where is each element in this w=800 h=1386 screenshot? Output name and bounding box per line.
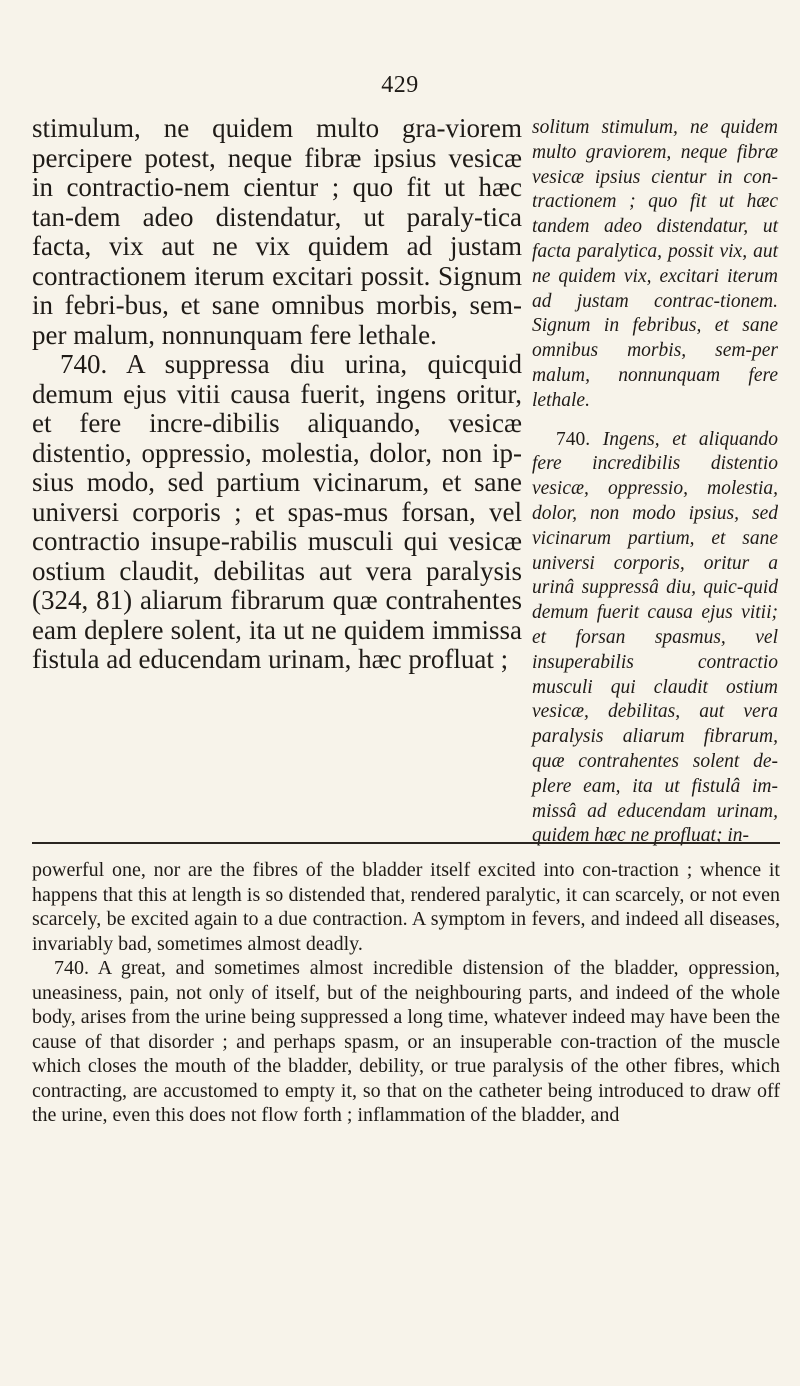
page-number: 429 bbox=[381, 72, 419, 98]
footnote-divider bbox=[32, 842, 780, 844]
english-translation bbox=[32, 858, 780, 1128]
ordo-paragraph-text: Ingens, et aliquando fere incredibilis distentio vesicæ, oppressio, molestia, dolor, non modo ipsius, sed vicinarum partium, et sane universi corporis, oritur a urinâ suppressâ diu, quic-quid demum fuerit causa ejus vitii; et forsan spasmus, vel insuperabilis contractio musculi qui claudit ostium vesicæ, debilitas, aut vera paralysis aliarum fibrarum, quæ contrahentes solent de-plere eam, ita ut fistulâ im-missâ ad educendam urinam, quidem hæc ne profluat; in- bbox=[532, 428, 778, 847]
latin-paragraph: stimulum, ne quidem multo gra-viorem percipere potest, neque fibræ ipsius vesicæ in contractio-nem cientur ; quo fit ut hæc tan-dem adeo distendatur, ut paraly-tica facta, vix aut ne vix quidem ad justam contractionem iterum excitari possit. Signum in febri-bus, et sane omnibus morbis, sem-per malum, nonnunquam fere lethale. bbox=[32, 113, 522, 350]
translation-paragraph-740: 740. A great, and sometimes almost incredible distension of the bladder, oppression, uneasiness, pain, not only of itself, but of the neighbouring parts, and indeed of the whole body, arises from the urine being suppressed a long time, whatever indeed may have been the cause of that disorder ; and perhaps spasm, or an insuperable con-traction of the muscle which closes the mouth of the bladder, debility, or true paralysis of the other fibres, which contracting, are accustomed to empty it, so that on the catheter being introduced to draw off the urine, even this does not flow forth ; inflammation of the bladder, and bbox=[32, 957, 780, 1126]
ordo-paragraph-740 bbox=[532, 428, 778, 850]
latin-text-column bbox=[32, 114, 522, 675]
ordo-paragraph: solitum stimulum, ne quidem multo graviorem, neque fibræ vesicæ ipsius cientur in con-tractionem ; quo fit ut hæc tandem adeo distendatur, ut facta paralytica, possit vix, aut ne quidem vix, excitari iterum ad justam contrac-tionem. Signum in febribus, et sane omnibus morbis, sem-per malum, nonnunquam fere lethale. bbox=[532, 117, 778, 411]
latin-paragraph-740: 740. A suppressa diu urina, quicquid demum ejus vitii causa fuerit, ingens oritur, et fere incre-dibilis aliquando, vesicæ distentio, oppressio, molestia, dolor, non ip-sius modo, sed partium vicinarum, et sane universi corporis ; et spas-mus forsan, vel contractio insupe-rabilis musculi qui vesicæ ostium claudit, debilitas aut vera paralysis (324, 81) aliarum fibrarum quæ contrahentes eam deplere solent, ita ut ne quidem immissa fistula ad educendam urinam, hæc profluat ; bbox=[32, 349, 522, 674]
ordo-text-column bbox=[532, 116, 778, 849]
translation-paragraph: powerful one, nor are the fibres of the bladder itself excited into con-traction ; whence it happens that this at length is so distended that, rendered paralytic, it can scarcely, or not even scarcely, be excited again to a due contraction. A symptom in fevers, and indeed all diseases, invariably bad, sometimes almost deadly. bbox=[32, 859, 780, 955]
ordo-section-number: 740. bbox=[556, 428, 591, 450]
